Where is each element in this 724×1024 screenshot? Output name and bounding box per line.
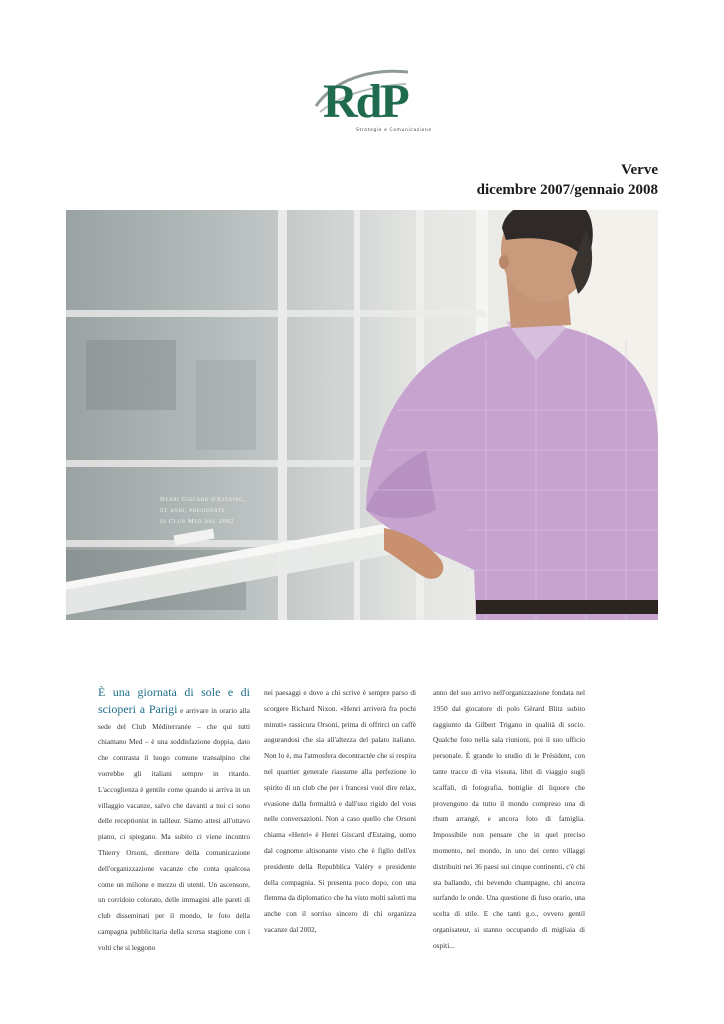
logo-text: RdP: [323, 75, 408, 128]
publication-header: [477, 160, 658, 200]
caption-line: 51 anni, presidente: [160, 507, 226, 514]
article-text: nei paesaggi e dove a chi scrive è sempre parso di scorgere Richard Nixon. «Henri arriverà fra pochi minuti» rassicura Orsoni, prima di offrirci un caffè augurandosi che sia all'altezza del palato italiano. Non lo è, ma l'atmosfera decontractée che si respira nel quartier generale riassume alla perfezione lo spirito di un club che per i francesi vuol dire relax, evasione dalla formalità e dall'uso rigido del vous nelle conversazioni. Non a caso quello che Orsoni chiama «Henri» è Henri Giscard d'Estaing, uomo dal cognome altisonante visto che è figlio dell'ex presidente della Repubblica Valéry e presidente della compagnia. Si presenta poco dopo, con una flemma da diplomatico che ha visto molti salotti ma anche con il sorriso sincero di chi organizza vacanze dal 2002,: [264, 688, 416, 934]
article-lead: È una giornata di sole e di scioperi a Parigi: [98, 685, 250, 716]
scene-illustration: [66, 210, 658, 620]
portrait-photo: [66, 210, 658, 620]
article-column-2: [264, 685, 416, 938]
logo-tagline: Strategie e Comunicazione: [356, 128, 432, 133]
article-text: anno del suo arrivo nell'organizzazione fondata nel 1950 dal giocatore di polo Gérard Blitz subito raggiunto da Gilbert Trigano in qualità di socio. Qualche foto nella sala riunioni, poi il suo ufficio personale. È grande lo studio di le Président, con tante tracce di vita vissuta, libri di viaggio sugli scaffali, di fotografia, bottiglie di liquore che provengono da tutto il mondo compreso una di rhum arrangé, e ancora foto di famiglia. Impossibile non pensare che in quel preciso momento, nel mondo, in uno dei cento villaggi distribuiti nei 36 paesi sui cinque continenti, c'è chi sta ballando, chi bevendo champagne, chi ancora surfando le onde. Una questione di fuso orario, una scelta di stile. E che tanti g.o., ovvero gentil organisateur, si stanno occupando di migliaia di ospiti...: [433, 688, 585, 950]
caption-line: Henri Giscard d'Estaing,: [160, 496, 246, 503]
article-column-1: [98, 685, 250, 956]
photo-caption: [160, 494, 300, 527]
article-column-3: [433, 685, 585, 954]
publication-name: Verve: [621, 162, 658, 178]
publication-date: dicembre 2007/gennaio 2008: [476, 182, 658, 198]
article-text: e arrivare in orario alla sede del Club Méditerranée – che qui tutti chiamano Med – è una soddisfazione doppia, dato che contrasta il luogo comune transalpino che vorrebbe gli italiani sempre in ritardo. L'accoglienza è gentile come quando si arriva in un villaggio vacanze, salvo che davanti a noi ci sono delle receptionist in tailleur. Siamo attesi all'ottavo piano, ci spiegano. Ma subito ci viene incontro Thierry Orsoni, direttore della comunicazione dell'organizzazione vacanze che conta qualcosa come un milione e mezzo di utenti. Un ascensore, un corridoio colorato, delle immagini alle pareti di club disseminati per il mondo, le foto della campagna pubblicitaria della scorsa stagione con i volti che si leggono: [98, 705, 250, 952]
caption-line: di Club Med dal 2002: [160, 518, 235, 525]
